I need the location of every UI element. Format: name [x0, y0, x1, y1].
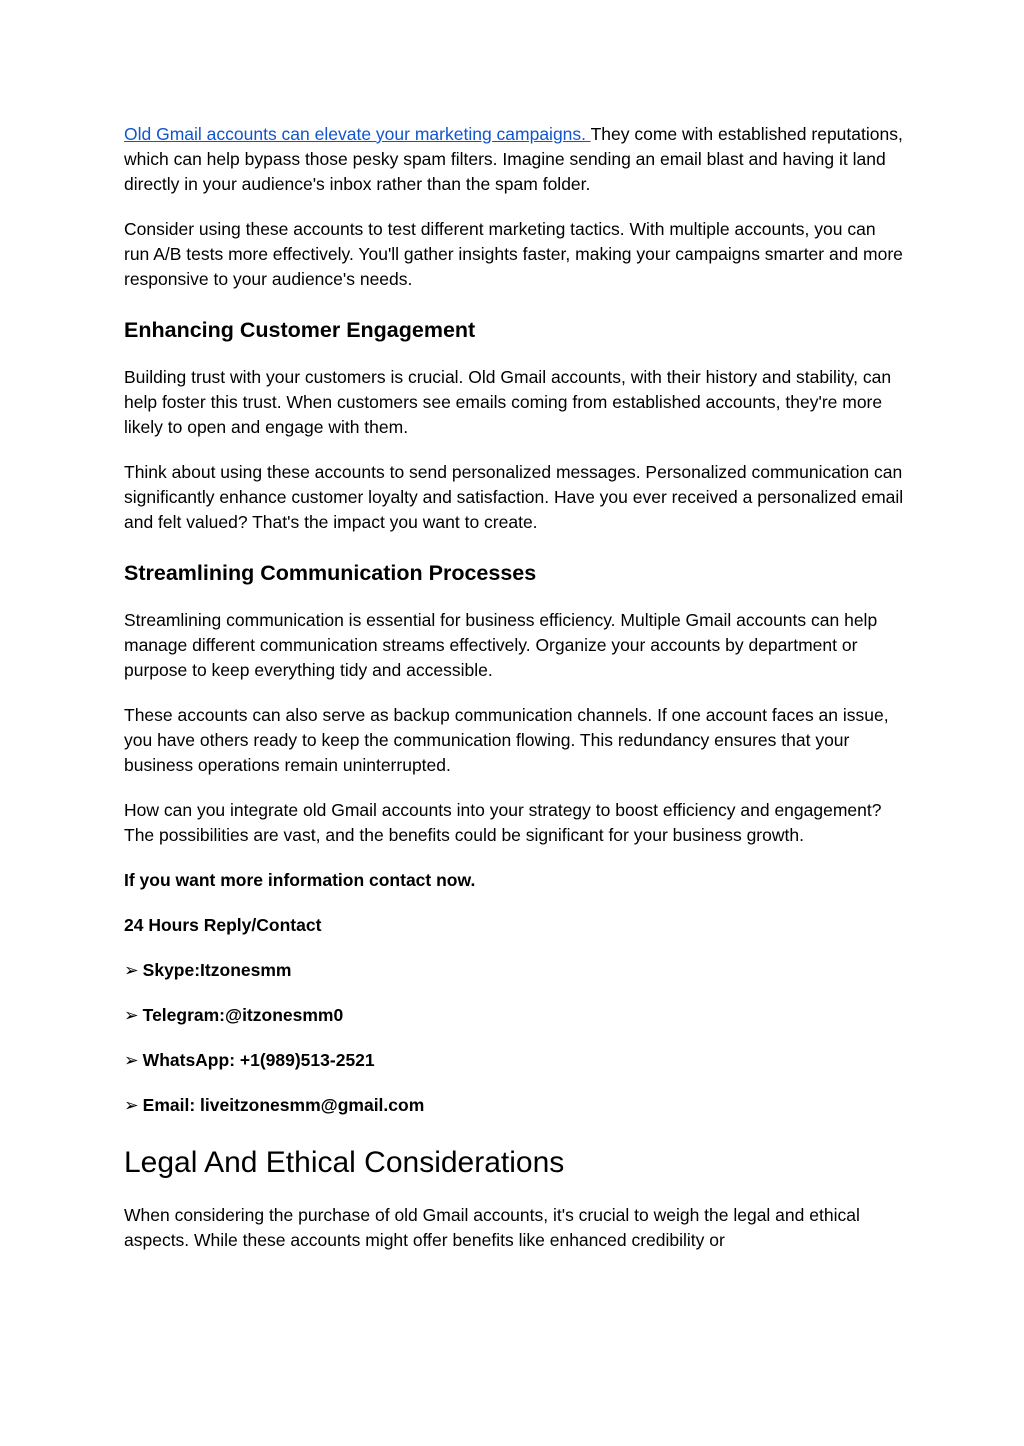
legal-heading: Legal And Ethical Considerations — [124, 1146, 565, 1179]
engagement-heading: Enhancing Customer Engagement — [124, 318, 476, 342]
contact-item-telegram — [124, 1003, 904, 1028]
legal-paragraph-1: When considering the purchase of old Gmail accounts, it's crucial to weigh the legal and ethical aspects. While these accounts might offer benefits like enhanced credibility or — [124, 1205, 860, 1250]
streamlining-heading: Streamlining Communication Processes — [124, 561, 537, 585]
contact-item-whatsapp — [124, 1048, 904, 1073]
arrow-bullet-icon: ➢ — [124, 1095, 139, 1115]
contact-item-email — [124, 1093, 904, 1118]
contact-item-label: WhatsApp: +1(989)513-2521 — [142, 1050, 375, 1070]
streamlining-paragraph-1: Streamlining communication is essential for business efficiency. Multiple Gmail accounts can help manage different communication streams effectively. Organize your accounts by department or purpose to keep everything tidy and accessible. — [124, 610, 878, 680]
contact-hours: 24 Hours Reply/Contact — [124, 915, 322, 935]
contact-item-label: Skype:Itzonesmm — [142, 960, 292, 980]
engagement-paragraph-2: Think about using these accounts to send personalized messages. Personalized communication can significantly enhance customer loyalty and satisfaction. Have you ever received a personalized email and felt valued? That's the impact you want to create. — [124, 462, 904, 532]
document-page — [124, 122, 904, 1253]
engagement-paragraph-1: Building trust with your customers is crucial. Old Gmail accounts, with their history and stability, can help foster this trust. When customers see emails coming from established accounts, they're more likely to open and engage with them. — [124, 367, 892, 437]
contact-item-skype — [124, 958, 904, 983]
intro-paragraph-2: Consider using these accounts to test different marketing tactics. With multiple accounts, you can run A/B tests more effectively. You'll gather insights faster, making your campaigns smarter and more responsive to your audience's needs. — [124, 219, 903, 289]
intro-paragraph-1 — [124, 122, 904, 197]
arrow-bullet-icon: ➢ — [124, 1050, 139, 1070]
contact-cta: If you want more information contact now. — [124, 870, 476, 890]
streamlining-paragraph-3: How can you integrate old Gmail accounts into your strategy to boost efficiency and engagement? The possibilities are vast, and the benefits could be significant for your business growth. — [124, 800, 882, 845]
arrow-bullet-icon: ➢ — [124, 960, 139, 980]
arrow-bullet-icon: ➢ — [124, 1005, 139, 1025]
contact-item-label: Telegram:@itzonesmm0 — [142, 1005, 344, 1025]
streamlining-paragraph-2: These accounts can also serve as backup communication channels. If one account faces an issue, you have others ready to keep the communication flowing. This redundancy ensures that your business operations remain uninterrupted. — [124, 705, 889, 775]
intro-paragraph-1-text: They come with established reputations, which can help bypass those pesky spam filters. Imagine sending an email blast and having it land directly in your audience's inbox rather than the spam folder. — [124, 124, 903, 194]
marketing-campaigns-link[interactable]: Old Gmail accounts can elevate your marketing campaigns. — [124, 124, 591, 144]
contact-item-label: Email: liveitzonesmm@gmail.com — [142, 1095, 425, 1115]
